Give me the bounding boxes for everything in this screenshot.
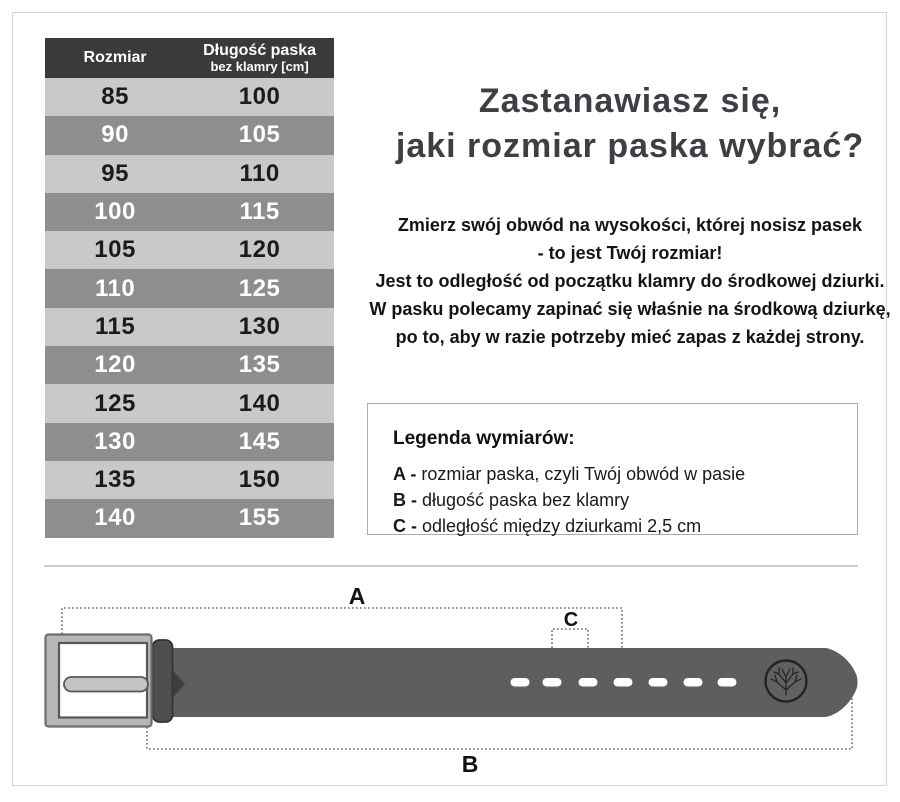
size-cell: 125 bbox=[94, 389, 136, 417]
length-cell: 125 bbox=[238, 274, 281, 302]
legend-key-b: B - bbox=[393, 490, 417, 510]
table-row bbox=[45, 231, 334, 269]
size-table-header bbox=[45, 38, 334, 78]
legend-key-a: A - bbox=[393, 464, 417, 484]
size-cell: 95 bbox=[101, 159, 129, 187]
dimension-label-b: B bbox=[461, 751, 479, 777]
table-row bbox=[45, 308, 334, 346]
buckle-prong bbox=[64, 677, 148, 692]
size-cell: 135 bbox=[94, 466, 136, 494]
table-row bbox=[45, 269, 334, 307]
belt-keeper bbox=[153, 640, 173, 722]
column-header-size bbox=[45, 38, 185, 78]
legend-key-c: C - bbox=[393, 516, 417, 536]
size-cell: 110 bbox=[94, 274, 136, 302]
size-cell: 100 bbox=[94, 198, 136, 226]
length-cell: 115 bbox=[239, 198, 280, 226]
legend-text-a: rozmiar paska, czyli Twój obwód w pasie bbox=[421, 464, 746, 484]
dimension-label-a: A bbox=[348, 583, 366, 609]
intro-line: - to jest Twój rozmiar! bbox=[537, 243, 723, 263]
table-row bbox=[45, 155, 334, 193]
length-cell: 130 bbox=[238, 312, 281, 340]
length-cell: 135 bbox=[238, 351, 281, 379]
legend-text-c: odległość między dziurkami 2,5 cm bbox=[422, 516, 702, 536]
table-row bbox=[45, 423, 334, 461]
length-cell: 150 bbox=[238, 466, 281, 494]
length-cell: 100 bbox=[238, 83, 281, 111]
belt-hole bbox=[649, 678, 668, 687]
table-row bbox=[45, 346, 334, 384]
length-cell: 110 bbox=[239, 159, 280, 187]
size-cell: 85 bbox=[101, 83, 129, 111]
length-cell: 145 bbox=[238, 427, 281, 455]
length-cell: 155 bbox=[238, 504, 281, 532]
length-cell: 140 bbox=[238, 389, 281, 417]
belt-hole bbox=[718, 678, 737, 687]
intro-line: W pasku polecamy zapinać się właśnie na środkową dziurkę, bbox=[369, 299, 891, 319]
table-row bbox=[45, 384, 334, 422]
size-cell: 90 bbox=[101, 121, 129, 149]
column-header-length-line2: bez klamry [cm] bbox=[210, 58, 309, 74]
belt-diagram bbox=[0, 575, 900, 790]
table-row bbox=[45, 499, 334, 537]
page-title-line1: Zastanawiasz się, bbox=[478, 82, 782, 120]
belt-hole bbox=[614, 678, 633, 687]
column-header-length bbox=[185, 38, 334, 78]
dimension-label-c: C bbox=[563, 609, 579, 631]
tree-emblem-icon bbox=[766, 661, 807, 702]
table-row bbox=[45, 116, 334, 154]
table-row bbox=[45, 461, 334, 499]
section-divider bbox=[44, 565, 858, 567]
size-cell: 120 bbox=[94, 351, 136, 379]
intro-line: Jest to odległość od początku klamry do środkowej dziurki. bbox=[375, 271, 885, 291]
intro-text bbox=[330, 211, 900, 351]
table-row bbox=[45, 78, 334, 116]
legend-item-b bbox=[393, 487, 857, 513]
size-cell: 130 bbox=[94, 427, 136, 455]
size-cell: 140 bbox=[94, 504, 136, 532]
belt-hole bbox=[511, 678, 530, 687]
belt-strap bbox=[160, 648, 858, 717]
column-header-size-label: Rozmiar bbox=[83, 49, 147, 67]
size-cell: 115 bbox=[94, 312, 136, 340]
size-table bbox=[45, 38, 334, 538]
legend-title: Legenda wymiarów: bbox=[393, 428, 575, 449]
page-title-line2: jaki rozmiar paska wybrać? bbox=[395, 127, 865, 165]
belt-hole bbox=[579, 678, 598, 687]
length-cell: 105 bbox=[238, 121, 281, 149]
length-cell: 120 bbox=[238, 236, 281, 264]
belt-hole bbox=[543, 678, 562, 687]
legend-box bbox=[367, 403, 858, 535]
intro-line: Zmierz swój obwód na wysokości, której nosisz pasek bbox=[397, 215, 863, 235]
legend-text-b: długość paska bez klamry bbox=[422, 490, 630, 510]
column-header-length-line1: Długość paska bbox=[203, 42, 317, 60]
table-row bbox=[45, 193, 334, 231]
page-title bbox=[320, 79, 900, 169]
legend-item-a bbox=[393, 461, 857, 487]
legend-item-c bbox=[393, 513, 857, 539]
size-cell: 105 bbox=[94, 236, 136, 264]
belt-hole bbox=[684, 678, 703, 687]
intro-line: po to, aby w razie potrzeby mieć zapas z każdej strony. bbox=[395, 327, 865, 347]
